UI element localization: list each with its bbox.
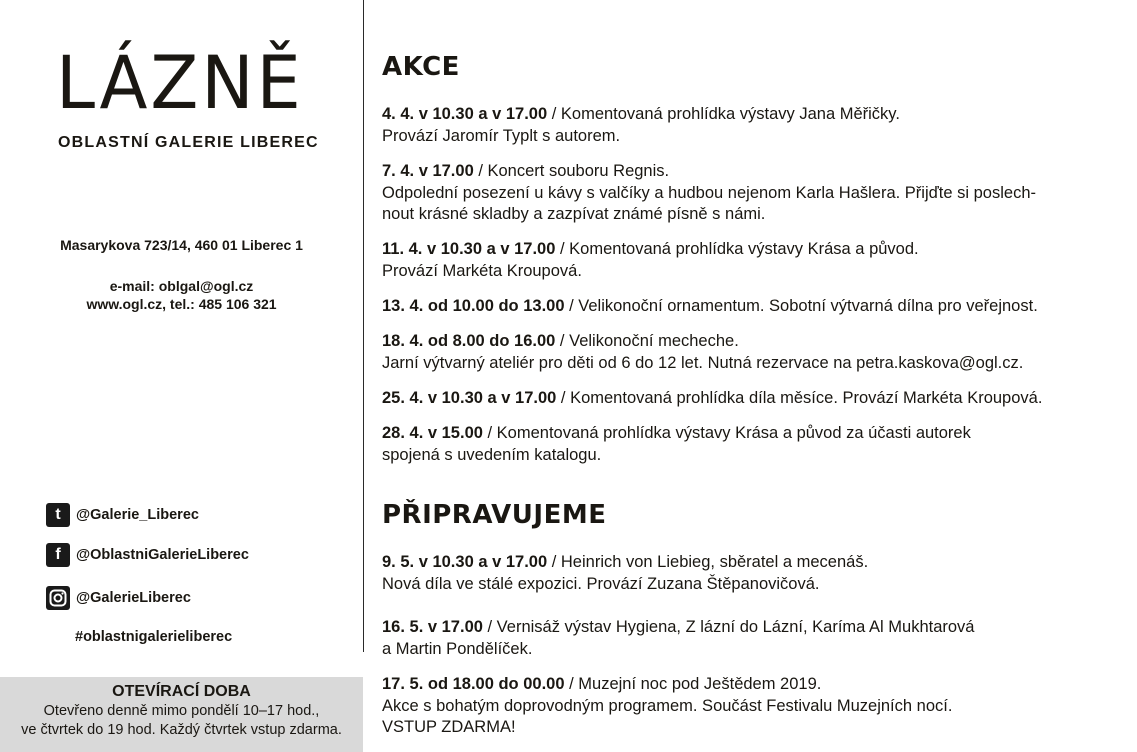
event-detail: spojená s uvedením katalogu. bbox=[382, 445, 602, 464]
pripravujeme-title: PŘIPRAVUJEME bbox=[382, 500, 607, 530]
event-date: 4. 4. v 10.30 a v 17.00 bbox=[382, 105, 548, 123]
event-text: / Komentovaná prohlídka výstavy Jana Měřičky. bbox=[547, 105, 900, 123]
logo-subtitle: OBLASTNÍ GALERIE LIBEREC bbox=[58, 134, 319, 151]
facebook-handle: @OblastniGalerieLiberec bbox=[76, 547, 249, 563]
opening-hours-title: OTEVÍRACÍ DOBA bbox=[112, 683, 251, 700]
event-date: 17. 5. od 18.00 do 00.00 bbox=[382, 675, 565, 693]
event-date: 25. 4. v 10.30 a v 17.00 bbox=[382, 389, 557, 407]
event-text: / Heinrich von Liebieg, sběratel a mecenáš. bbox=[547, 553, 869, 571]
event-detail: nout krásné skladby a zazpívat známé písně s námi. bbox=[382, 205, 766, 223]
opening-hours-line-2: ve čtvrtek do 19 hod. Každý čtvrtek vstup zdarma. bbox=[21, 722, 342, 738]
event-text: / Komentovaná prohlídka díla měsíce. Provází Markéta Kroupová. bbox=[556, 389, 1043, 407]
website-phone[interactable]: www.ogl.cz, tel.: 485 106 321 bbox=[86, 296, 277, 312]
address: Masarykova 723/14, 460 01 Liberec 1 bbox=[60, 237, 303, 253]
event-prip-3 bbox=[382, 674, 1122, 739]
event-date: 7. 4. v 17.00 bbox=[382, 162, 474, 180]
hashtag: #oblastnigalerieliberec bbox=[75, 629, 233, 645]
event-detail: a Martin Pondělíček. bbox=[382, 639, 533, 658]
event-detail: Provází Markéta Kroupová. bbox=[382, 261, 582, 280]
event-detail: VSTUP ZDARMA! bbox=[382, 718, 516, 736]
event-text: / Komentovaná prohlídka výstavy Krása a původ. bbox=[555, 240, 919, 258]
event-date: 13. 4. od 10.00 do 13.00 bbox=[382, 297, 565, 315]
email[interactable]: e-mail: oblgal@ogl.cz bbox=[109, 278, 254, 294]
akce-title: AKCE bbox=[382, 52, 460, 82]
event-text: / Velikonoční mecheche. bbox=[555, 332, 739, 350]
twitter-icon: t bbox=[46, 503, 70, 527]
event-akce-5 bbox=[382, 331, 1122, 374]
event-text: / Koncert souboru Regnis. bbox=[473, 162, 670, 180]
event-date: 16. 5. v 17.00 bbox=[382, 618, 483, 636]
event-text: / Muzejní noc pod Ještědem 2019. bbox=[564, 675, 822, 693]
opening-hours-box bbox=[0, 677, 363, 752]
event-detail: Provází Jaromír Typlt s autorem. bbox=[382, 126, 621, 145]
event-akce-3 bbox=[382, 239, 1122, 282]
event-akce-4 bbox=[382, 296, 1122, 318]
event-prip-2 bbox=[382, 617, 1122, 660]
event-detail: Akce s bohatým doprovodným programem. Součást Festivalu Muzejních nocí. bbox=[382, 696, 953, 715]
event-akce-7 bbox=[382, 423, 1122, 466]
social-instagram[interactable] bbox=[46, 586, 191, 610]
event-text: / Vernisáž výstav Hygiena, Z lázní do Lázní, Karíma Al Mukhtarová bbox=[482, 618, 975, 636]
event-date: 18. 4. od 8.00 do 16.00 bbox=[382, 332, 556, 350]
facebook-icon: f bbox=[46, 543, 70, 567]
event-date: 11. 4. v 10.30 a v 17.00 bbox=[382, 240, 556, 258]
instagram-icon bbox=[46, 586, 70, 610]
event-text: / Velikonoční ornamentum. Sobotní výtvarná dílna pro veřejnost. bbox=[564, 297, 1038, 315]
instagram-handle: @GalerieLiberec bbox=[76, 590, 191, 606]
twitter-handle: @Galerie_Liberec bbox=[76, 507, 199, 523]
left-column bbox=[0, 0, 363, 752]
event-date: 28. 4. v 15.00 bbox=[382, 424, 483, 442]
event-detail: Nová díla ve stálé expozici. Provází Zuzana Štěpanovičová. bbox=[382, 574, 820, 593]
event-detail: Jarní výtvarný ateliér pro děti od 6 do 12 let. Nutná rezervace na petra.kaskova@ogl.cz. bbox=[382, 353, 1024, 372]
event-text: / Komentovaná prohlídka výstavy Krása a původ za účasti autorek bbox=[482, 424, 971, 442]
event-akce-2 bbox=[382, 161, 1122, 226]
column-divider bbox=[363, 0, 364, 652]
event-date: 9. 5. v 10.30 a v 17.00 bbox=[382, 553, 548, 571]
social-facebook[interactable] bbox=[46, 543, 249, 567]
opening-hours-line-1: Otevřeno denně mimo pondělí 10–17 hod., bbox=[43, 703, 320, 719]
social-twitter[interactable] bbox=[46, 503, 199, 527]
logo-title: LÁZNĚ bbox=[56, 41, 304, 126]
event-detail: Odpolední posezení u kávy s valčíky a hudbou nejenom Karla Hašlera. Přijďte si poslech- bbox=[382, 183, 1036, 202]
event-akce-1 bbox=[382, 104, 1122, 147]
event-prip-1 bbox=[382, 552, 1122, 595]
event-akce-6 bbox=[382, 388, 1122, 410]
